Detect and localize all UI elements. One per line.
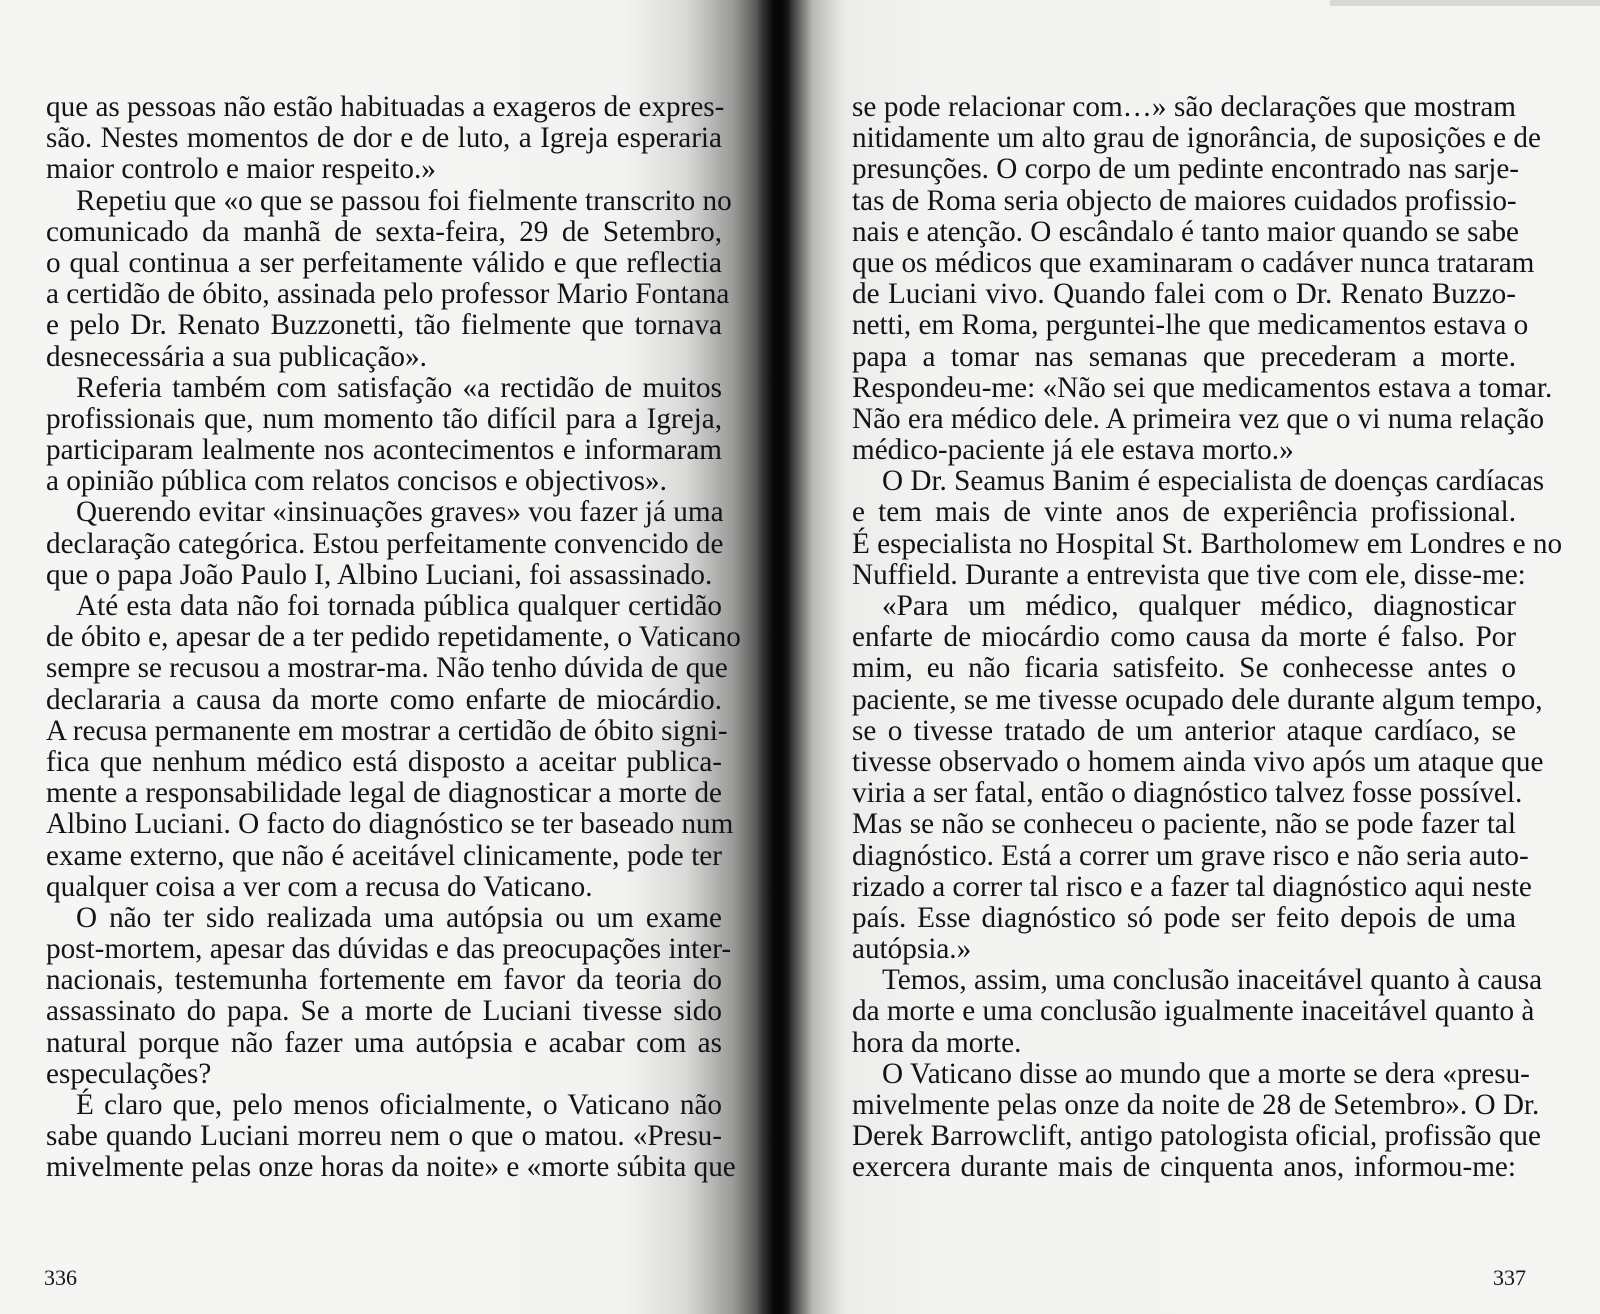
text-line: e tem mais de vinte anos de experiência profissional.	[852, 496, 1516, 529]
text-line: sabe quando Luciani morreu nem o que o matou. «Presu-	[46, 1120, 722, 1153]
text-line: profissionais que, num momento tão difícil para a Igreja,	[46, 402, 722, 435]
text-line: que o papa João Paulo I, Albino Luciani, foi assassinado.	[46, 558, 713, 591]
book-gutter-shadow	[756, 0, 790, 1314]
left-page-body	[46, 91, 741, 1184]
text-line: a certidão de óbito, assinada pelo professor Mario Fontana	[46, 278, 730, 311]
text-line: enfarte de miocárdio como causa da morte é falso. Por	[852, 621, 1516, 654]
text-line: comunicado da manhã de sexta-feira, 29 de Setembro,	[46, 215, 722, 248]
text-line: Referia também com satisfação «a rectidão de muitos	[76, 371, 722, 404]
text-line: declaração categórica. Estou perfeitamente convencido de	[46, 527, 724, 560]
text-line: Querendo evitar «insinuações graves» vou fazer já uma	[76, 496, 724, 529]
text-line: viria a ser fatal, então o diagnóstico talvez fosse possível.	[852, 777, 1523, 810]
text-line: assassinato do papa. Se a morte de Luciani tivesse sido	[46, 995, 722, 1028]
text-line: O Vaticano disse ao mundo que a morte se dera «presu-	[882, 1057, 1530, 1090]
text-line: O Dr. Seamus Banim é especialista de doenças cardíacas	[882, 465, 1545, 498]
text-line: e pelo Dr. Renato Buzzonetti, tão fielmente que tornava	[46, 309, 722, 342]
text-line: papa a tomar nas semanas que precederam a morte.	[852, 340, 1516, 373]
text-line: tivesse observado o homem ainda vivo após um ataque que	[852, 745, 1544, 778]
text-line: post-mortem, apesar das dúvidas e das preocupações inter-	[46, 933, 732, 966]
top-edge-mark	[1330, 0, 1600, 6]
text-line: Repetiu que «o que se passou foi fielmente transcrito no	[76, 184, 732, 217]
text-line: presunções. O corpo de um pedinte encontrado nas sarje-	[852, 153, 1520, 186]
text-line: rizado a correr tal risco e a fazer tal diagnóstico aqui neste	[852, 870, 1532, 903]
page-number-left: 336	[44, 1265, 77, 1290]
text-line: Albino Luciani. O facto do diagnóstico se ter baseado num	[46, 808, 734, 841]
text-line: de Luciani vivo. Quando falei com o Dr. Renato Buzzo-	[852, 278, 1516, 311]
text-line: sempre se recusou a mostrar-ma. Não tenho dúvida de que	[46, 652, 728, 685]
page-number-right: 337	[1493, 1265, 1526, 1290]
text-line: exercera durante mais de cinquenta anos, informou-me:	[852, 1151, 1516, 1184]
text-line: mivelmente pelas onze horas da noite» e «morte súbita que	[46, 1151, 736, 1184]
text-line: o qual continua a ser perfeitamente válido e que reflectia	[46, 246, 722, 279]
text-line: mente a responsabilidade legal de diagnosticar a morte de	[46, 777, 722, 810]
text-line: mivelmente pelas onze da noite de 28 de Setembro». O Dr.	[852, 1089, 1540, 1121]
text-line: hora da morte.	[852, 1026, 1022, 1059]
text-line: da morte e uma conclusão igualmente inaceitável quanto à	[852, 995, 1535, 1028]
text-line: paciente, se me tivesse ocupado dele durante algum tempo,	[852, 683, 1543, 716]
text-line: É especialista no Hospital St. Bartholomew em Londres e no	[852, 527, 1563, 560]
text-line: Nuffield. Durante a entrevista que tive com ele, disse-me:	[852, 558, 1526, 591]
text-line: autópsia.»	[852, 933, 972, 966]
text-line: nitidamente um alto grau de ignorância, de suposições e de	[852, 122, 1541, 155]
text-line: a opinião pública com relatos concisos e objectivos».	[46, 465, 667, 498]
text-line: A recusa permanente em mostrar a certidão de óbito signi-	[46, 714, 728, 747]
text-line: Até esta data não foi tornada pública qualquer certidão	[76, 590, 722, 622]
text-line: Mas se não se conheceu o paciente, não se pode fazer tal	[852, 808, 1516, 841]
right-page-body	[852, 91, 1563, 1184]
text-line: nais e atenção. O escândalo é tanto maior quando se sabe	[852, 215, 1519, 248]
text-line: exame externo, que não é aceitável clinicamente, pode ter	[46, 839, 722, 872]
text-line: nacionais, testemunha fortemente em favor da teoria do	[46, 964, 722, 997]
text-line: Não era médico dele. A primeira vez que o vi numa relação	[852, 402, 1545, 435]
text-line: se o tivesse tratado de um anterior ataque cardíaco, se	[852, 714, 1516, 747]
text-line: mim, eu não ficaria satisfeito. Se conhecesse antes o	[852, 652, 1516, 685]
text-line: de óbito e, apesar de a ter pedido repetidamente, o Vaticano	[46, 621, 741, 654]
text-line: fica que nenhum médico está disposto a aceitar publica-	[46, 745, 722, 778]
text-line: são. Nestes momentos de dor e de luto, a Igreja esperaria	[46, 122, 722, 155]
text-line: declararia a causa da morte como enfarte de miocárdio.	[46, 683, 722, 716]
text-line: Respondeu-me: «Não sei que medicamentos estava a tomar.	[852, 371, 1553, 404]
text-line: que os médicos que examinaram o cadáver nunca trataram	[852, 246, 1535, 279]
text-line: diagnóstico. Está a correr um grave risco e não seria auto-	[852, 839, 1529, 872]
text-line: desnecessária a sua publicação».	[46, 340, 427, 373]
text-line: especulações?	[46, 1057, 212, 1090]
left-page	[0, 0, 780, 1314]
text-line: natural porque não fazer uma autópsia e acabar com as	[46, 1026, 722, 1059]
text-line: «Para um médico, qualquer médico, diagnosticar	[882, 590, 1516, 622]
text-line: país. Esse diagnóstico só pode ser feito depois de uma	[852, 901, 1516, 934]
text-line: que as pessoas não estão habituadas a exageros de expres-	[46, 91, 725, 123]
text-line: O não ter sido realizada uma autópsia ou um exame	[76, 901, 722, 934]
text-line: Derek Barrowclift, antigo patologista oficial, profissão que	[852, 1120, 1541, 1153]
text-line: participaram lealmente nos acontecimentos e informaram	[46, 434, 722, 467]
text-line: maior controlo e maior respeito.»	[46, 153, 436, 186]
text-line: médico-paciente já ele estava morto.»	[852, 434, 1294, 467]
text-line: netti, em Roma, perguntei-lhe que medicamentos estava o	[852, 309, 1529, 342]
text-line: tas de Roma seria objecto de maiores cuidados profissio-	[852, 184, 1517, 217]
text-line: qualquer coisa a ver com a recusa do Vaticano.	[46, 870, 593, 903]
text-line: se pode relacionar com…» são declarações que mostram	[852, 91, 1516, 123]
text-line: É claro que, pelo menos oficialmente, o Vaticano não	[76, 1089, 722, 1121]
text-line: Temos, assim, uma conclusão inaceitável quanto à causa	[882, 964, 1543, 997]
